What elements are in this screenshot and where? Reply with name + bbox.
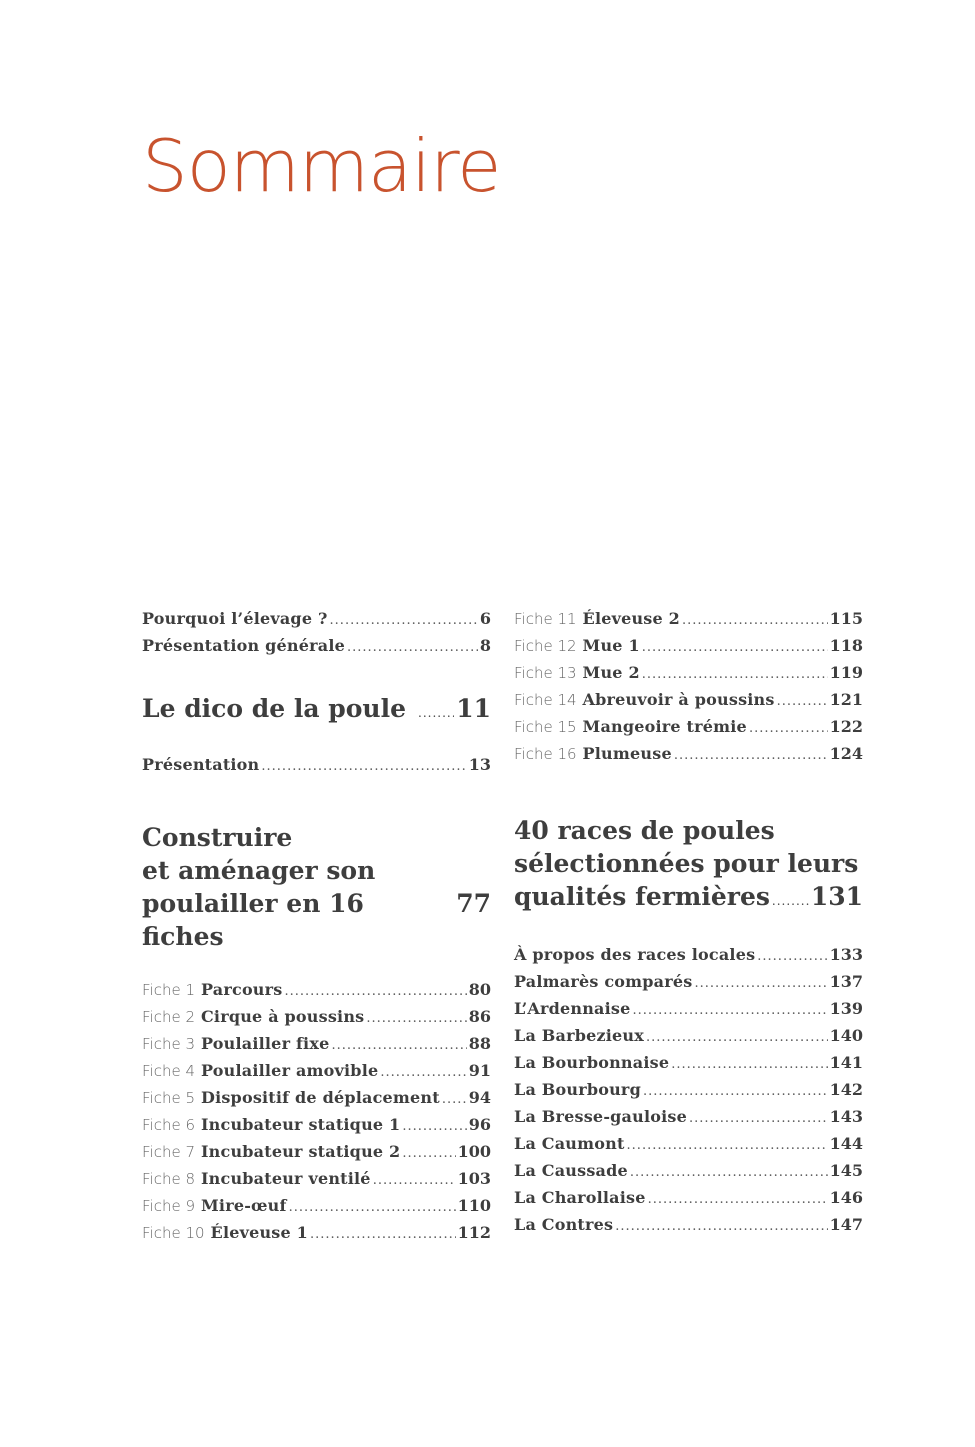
- toc-page-number: 140: [829, 1026, 863, 1045]
- section-page-number: 11: [456, 694, 491, 723]
- fiche-number: Fiche 2: [142, 1008, 195, 1026]
- toc-entry-label: Incubateur statique 1: [201, 1115, 401, 1134]
- toc-page-number: 119: [829, 663, 863, 682]
- fiche-number: Fiche 4: [142, 1062, 195, 1080]
- section-title-line: 40 races de poules: [514, 816, 775, 845]
- dot-leader: [615, 1212, 827, 1239]
- page-title: Sommaire: [142, 124, 501, 208]
- dot-leader: [373, 1166, 456, 1193]
- fiche-entry[interactable]: [514, 633, 863, 660]
- toc-entry[interactable]: [514, 1185, 863, 1212]
- toc-section-dico[interactable]: [142, 692, 491, 730]
- fiche-entry[interactable]: [142, 1058, 491, 1085]
- toc-section-construire[interactable]: [142, 821, 491, 953]
- toc-entry-label: Mire-œuf: [201, 1196, 287, 1215]
- toc-entry-label: L’Ardennaise: [514, 999, 631, 1018]
- toc-entry-label: La Caumont: [514, 1134, 625, 1153]
- toc-page-number: 144: [829, 1134, 863, 1153]
- toc-entry[interactable]: [142, 752, 491, 779]
- toc-entry-label: Mangeoire trémie: [582, 717, 747, 736]
- toc-entry-label: La Charollaise: [514, 1188, 646, 1207]
- dot-leader: [310, 1220, 456, 1247]
- fiche-entry[interactable]: [514, 606, 863, 633]
- toc-entry-label: Mue 1: [582, 636, 640, 655]
- fiche-number: Fiche 12: [514, 637, 577, 655]
- fiche-number: Fiche 3: [142, 1035, 195, 1053]
- dot-leader: [671, 1050, 827, 1077]
- toc-entry[interactable]: [142, 633, 491, 660]
- toc-entry[interactable]: [514, 1077, 863, 1104]
- toc-entry-label: La Bourbonnaise: [514, 1053, 670, 1072]
- toc-page-number: 121: [829, 690, 863, 709]
- dot-leader: [402, 1112, 466, 1139]
- dot-leader: [442, 1085, 467, 1112]
- fiche-entry[interactable]: [514, 741, 863, 768]
- dot-leader: [366, 1004, 466, 1031]
- toc-entry[interactable]: [514, 1104, 863, 1131]
- toc-page-number: 112: [457, 1223, 491, 1242]
- toc-page-number: 110: [457, 1196, 491, 1215]
- section-title: Le dico de la poule: [142, 694, 406, 723]
- fiche-list-left: [142, 977, 491, 1247]
- fiche-number: Fiche 10: [142, 1224, 205, 1242]
- dot-leader: [380, 1058, 466, 1085]
- toc-page-number: 118: [829, 636, 863, 655]
- toc-entry-label: Présentation générale: [142, 636, 345, 655]
- dot-leader: [674, 741, 828, 768]
- toc-page-number: 143: [829, 1107, 863, 1126]
- section-title-line: poulailler en 16 fiches: [142, 889, 364, 951]
- dot-leader: [330, 606, 478, 633]
- dot-leader: [757, 942, 827, 969]
- toc-entry[interactable]: [514, 969, 863, 996]
- fiche-entry[interactable]: [142, 1166, 491, 1193]
- fiche-entry[interactable]: [514, 714, 863, 741]
- toc-entry-label: Mue 2: [582, 663, 640, 682]
- fiche-number: Fiche 13: [514, 664, 577, 682]
- dot-leader: [418, 692, 454, 730]
- toc-entry-label: Pourquoi l’élevage ?: [142, 609, 328, 628]
- toc-entry-label: Éleveuse 1: [210, 1223, 308, 1242]
- toc-page-number: 147: [829, 1215, 863, 1234]
- toc-page-number: 122: [829, 717, 863, 736]
- dot-leader: [627, 1131, 828, 1158]
- toc-page-number: 146: [829, 1188, 863, 1207]
- toc-page-number: 137: [829, 972, 863, 991]
- toc-entry[interactable]: [514, 1158, 863, 1185]
- fiche-number: Fiche 7: [142, 1143, 195, 1161]
- fiche-entry[interactable]: [142, 1004, 491, 1031]
- toc-page-number: 13: [468, 755, 491, 774]
- toc-entry-label: Parcours: [201, 980, 283, 999]
- toc-entry-label: Éleveuse 2: [582, 609, 680, 628]
- dot-leader: [749, 714, 828, 741]
- fiche-number: Fiche 9: [142, 1197, 195, 1215]
- dot-leader: [347, 633, 478, 660]
- section-title-line: qualités fermières: [514, 882, 770, 911]
- toc-entry-label: La Contres: [514, 1215, 614, 1234]
- section-page-number: 131: [810, 882, 863, 911]
- toc-page-number: 96: [468, 1115, 491, 1134]
- fiche-number: Fiche 8: [142, 1170, 195, 1188]
- toc-entry[interactable]: [514, 996, 863, 1023]
- toc-page-number: 124: [829, 744, 863, 763]
- dot-leader: [331, 1031, 466, 1058]
- dot-leader: [682, 606, 828, 633]
- toc-section-races[interactable]: [514, 814, 863, 918]
- fiche-entry[interactable]: [142, 1220, 491, 1247]
- toc-entry-label: La Barbezieux: [514, 1026, 644, 1045]
- race-list: [514, 942, 863, 1239]
- toc-entry-label: Présentation: [142, 755, 260, 774]
- toc-page-number: 142: [829, 1080, 863, 1099]
- fiche-number: Fiche 16: [514, 745, 577, 763]
- toc-right-column: [514, 606, 863, 1239]
- dot-leader: [630, 1158, 828, 1185]
- dot-leader: [646, 1023, 828, 1050]
- toc-entry-label: Abreuvoir à poussins: [582, 690, 775, 709]
- toc-page-number: 80: [468, 980, 491, 999]
- toc-page-number: 133: [829, 945, 863, 964]
- toc-entry-label: Dispositif de déplacement: [201, 1088, 440, 1107]
- fiche-list-right: [514, 606, 863, 768]
- section-title-line: sélectionnées pour leurs: [514, 849, 859, 878]
- toc-left-column: [142, 606, 491, 1247]
- toc-entry-label: Cirque à poussins: [201, 1007, 365, 1026]
- fiche-entry[interactable]: [514, 660, 863, 687]
- toc-entry[interactable]: [514, 942, 863, 969]
- dot-leader: [402, 1139, 455, 1166]
- toc-page-number: 115: [829, 609, 863, 628]
- toc-entry[interactable]: [142, 606, 491, 633]
- dot-leader: [694, 969, 827, 996]
- toc-entry-label: À propos des races locales: [514, 945, 756, 964]
- fiche-entry[interactable]: [142, 977, 491, 1004]
- dot-leader: [689, 1104, 828, 1131]
- toc-entry-label: Incubateur statique 2: [201, 1142, 401, 1161]
- toc-page-number: 86: [468, 1007, 491, 1026]
- dot-leader: [633, 996, 828, 1023]
- dot-leader: [284, 977, 466, 1004]
- toc-page-number: 103: [457, 1169, 491, 1188]
- fiche-entry[interactable]: [514, 687, 863, 714]
- toc-page-number: 100: [457, 1142, 491, 1161]
- fiche-number: Fiche 11: [514, 610, 577, 628]
- fiche-entry[interactable]: [142, 1139, 491, 1166]
- toc-entry-label: Plumeuse: [582, 744, 672, 763]
- toc-page-number: 94: [468, 1088, 491, 1107]
- dot-leader: [777, 687, 828, 714]
- section-title-line: Construire: [142, 823, 293, 852]
- fiche-entry[interactable]: [142, 1085, 491, 1112]
- toc-entry-label: Poulailler amovible: [201, 1061, 379, 1080]
- toc-page-number: 88: [468, 1034, 491, 1053]
- dot-leader: [643, 1077, 828, 1104]
- fiche-number: Fiche 15: [514, 718, 577, 736]
- fiche-number: Fiche 5: [142, 1089, 195, 1107]
- toc-entry-label: Palmarès comparés: [514, 972, 693, 991]
- toc-page-number: 145: [829, 1161, 863, 1180]
- dot-leader: [648, 1185, 828, 1212]
- dot-leader: [642, 660, 828, 687]
- fiche-number: Fiche 6: [142, 1116, 195, 1134]
- fiche-number: Fiche 1: [142, 981, 195, 999]
- fiche-entry[interactable]: [142, 1112, 491, 1139]
- toc-entry-label: Poulailler fixe: [201, 1034, 330, 1053]
- fiche-entry[interactable]: [142, 1193, 491, 1220]
- toc-page-number: 139: [829, 999, 863, 1018]
- toc-entry-label: La Bresse-gauloise: [514, 1107, 687, 1126]
- toc-entry-label: La Caussade: [514, 1161, 628, 1180]
- toc-entry[interactable]: [514, 1023, 863, 1050]
- toc-entry[interactable]: [514, 1212, 863, 1239]
- dot-leader: [289, 1193, 456, 1220]
- toc-page-number: 6: [479, 609, 491, 628]
- fiche-number: Fiche 14: [514, 691, 577, 709]
- toc-page-number: 91: [468, 1061, 491, 1080]
- dot-leader: [261, 752, 466, 779]
- fiche-entry[interactable]: [142, 1031, 491, 1058]
- toc-entry[interactable]: [514, 1131, 863, 1158]
- toc-entry[interactable]: [514, 1050, 863, 1077]
- toc-page-number: 141: [829, 1053, 863, 1072]
- dot-leader: [772, 880, 809, 918]
- toc-page-number: 8: [479, 636, 491, 655]
- toc-entry-label: La Bourbourg: [514, 1080, 641, 1099]
- dot-leader: [642, 633, 828, 660]
- section-page-number: 77: [456, 889, 491, 918]
- section-title-line: et aménager son: [142, 856, 376, 885]
- toc-entry-label: Incubateur ventilé: [201, 1169, 371, 1188]
